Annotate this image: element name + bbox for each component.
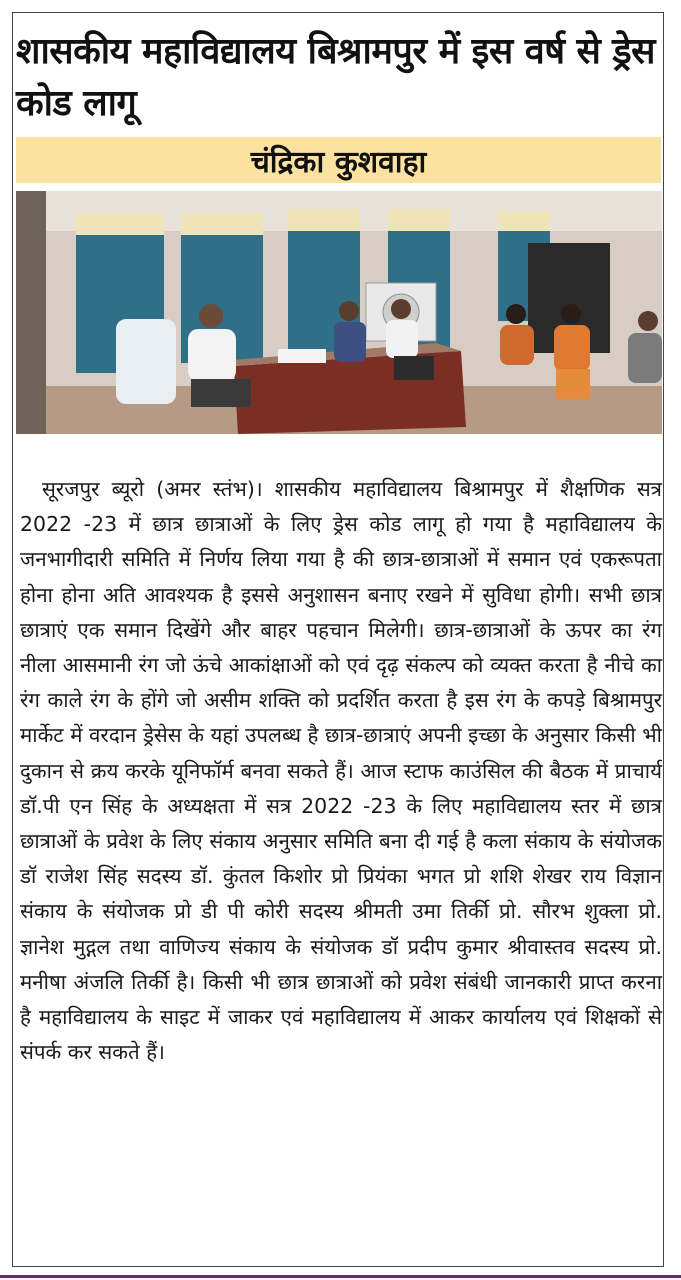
- byline-band: [16, 137, 661, 183]
- bottom-rule: [0, 1275, 681, 1278]
- byline: चंद्रिका कुशवाहा: [250, 144, 427, 180]
- photo-chair: [116, 319, 176, 404]
- headline: शासकीय महाविद्यालय बिश्रामपुर में इस वर्ष से ड्रेस कोड लागू: [16, 31, 656, 124]
- meeting-photo: [16, 191, 662, 434]
- photo-pillar: [16, 191, 46, 434]
- article-body: सूरजपुर ब्यूरो (अमर स्तंभ)। शासकीय महाविद्यालय बिश्रामपुर में शैक्षणिक सत्र 2022 -23 में छात्र छात्राओं के लिए ड्रेस कोड लागू हो गया है महाविद्यालय के जनभागीदारी समिति में निर्णय लिया गया है की छात्र-छात्राओं में समान एवं एकरूपता होना होना अति आवश्यक है इससे अनुशासन बनाए रखने में सुविधा होगी। सभी छात्र छात्राएं एक समान दिखेंगे और बाहर पहचान मिलेगी। छात्र-छात्राओं के ऊपर का रंग नीला आसमानी रंग जो ऊंचे आकांक्षाओं को एवं दृढ़ संकल्प को व्यक्त करता है नीचे का रंग काले रंग के होंगे जो असीम शक्ति को प्रदर्शित करता है इस रंग के कपड़े बिश्रामपुर मार्केट में वरदान ड्रेसेस के यहां उपलब्ध है छात्र-छात्राएं अपनी इच्छा के अनुसार किसी भी दुकान से क्रय करके यूनिफॉर्म बनवा सकते हैं। आज स्टाफ काउंसिल की बैठक में प्राचार्य डॉ.पी एन सिंह के अध्यक्षता में सत्र 2022 -23 के लिए महाविद्यालय स्तर में छात्र छात्राओं के प्रवेश के लिए संकाय अनुसार समिति बना दी गई है कला संकाय के संयोजक डॉ राजेश सिंह सदस्य डॉ. कुंतल किशोर प्रो प्रियंका भगत प्रो शशि शेखर राय विज्ञान संकाय के संयोजक प्रो डी पी कोरी सदस्य श्रीमती उमा तिर्की प्रो. सौरभ शुक्ला प्रो. ज्ञानेश मुद्गल तथा वाणिज्य संकाय के संयोजक डॉ प्रदीप कुमार श्रीवास्तव सदस्य प्रो. मनीषा अंजलि तिर्की है। किसी भी छात्र छात्राओं को प्रवेश संबंधी जानकारी प्राप्त करना है महाविद्यालय के साइट में जाकर एवं महाविद्यालय में आकर कार्यालय एवं शिक्षकों से संपर्क कर सकते हैं।: [20, 477, 662, 1065]
